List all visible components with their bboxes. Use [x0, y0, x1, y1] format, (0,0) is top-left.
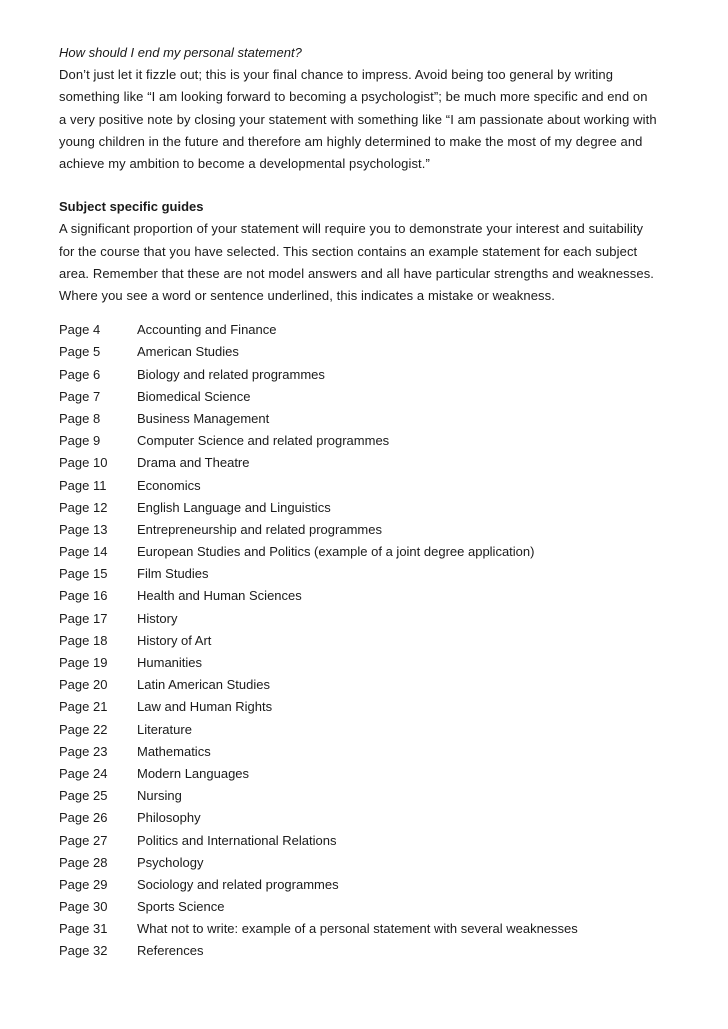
- subject-guides-paragraph: [59, 218, 672, 307]
- toc-entry: [59, 585, 672, 607]
- toc-subject-title: Biomedical Science: [137, 388, 251, 404]
- toc-page-number: Page 21: [59, 699, 108, 715]
- toc-entry: [59, 719, 672, 741]
- toc-subject-title: History of Art: [137, 632, 212, 648]
- toc-entry: [59, 852, 672, 874]
- table-of-contents: [59, 319, 672, 962]
- toc-page-number: Page 22: [59, 721, 108, 737]
- toc-page-number: Page 13: [59, 521, 108, 537]
- toc-page-number: Page 23: [59, 743, 108, 759]
- toc-entry: [59, 452, 672, 474]
- toc-subject-title: Computer Science and related programmes: [137, 433, 390, 449]
- toc-entry: [59, 830, 672, 852]
- paragraph-line: a very positive note by closing your statement with something like “I am passionate about working with: [59, 111, 657, 127]
- toc-entry: [59, 874, 672, 896]
- toc-subject-title: Health and Human Sciences: [137, 588, 302, 604]
- toc-page-number: Page 31: [59, 921, 108, 937]
- toc-subject-title: What not to write: example of a personal statement with several weaknesses: [137, 921, 578, 937]
- toc-subject-title: Entrepreneurship and related programmes: [137, 521, 382, 537]
- paragraph-line: Where you see a word or sentence underlined, this indicates a mistake or weakness.: [59, 288, 555, 304]
- paragraph-line: A significant proportion of your statement will require you to demonstrate your interest and suitability: [59, 221, 644, 237]
- toc-page-number: Page 27: [59, 832, 108, 848]
- section-spacer: [59, 307, 672, 319]
- toc-entry: [59, 519, 672, 541]
- toc-page-number: Page 12: [59, 499, 108, 515]
- toc-page-number: Page 29: [59, 876, 108, 892]
- toc-page-number: Page 20: [59, 677, 108, 693]
- toc-entry: [59, 785, 672, 807]
- toc-entry: [59, 696, 672, 718]
- toc-page-number: Page 5: [59, 344, 101, 360]
- paragraph-line: for the course that you have selected. This section contains an example statement for each subject: [59, 243, 638, 259]
- toc-page-number: Page 10: [59, 455, 108, 471]
- toc-entry: [59, 497, 672, 519]
- toc-subject-title: Law and Human Rights: [137, 699, 273, 715]
- toc-entry: [59, 541, 672, 563]
- toc-page-number: Page 14: [59, 544, 108, 560]
- toc-page-number: Page 7: [59, 388, 101, 404]
- toc-subject-title: Biology and related programmes: [137, 366, 325, 382]
- toc-subject-title: Nursing: [137, 788, 182, 804]
- toc-page-number: Page 25: [59, 788, 108, 804]
- toc-page-number: Page 15: [59, 566, 108, 582]
- toc-page-number: Page 28: [59, 854, 108, 870]
- toc-page-number: Page 8: [59, 410, 101, 426]
- end-statement-heading: How should I end my personal statement?: [59, 45, 302, 60]
- toc-subject-title: Psychology: [137, 854, 204, 870]
- toc-subject-title: Drama and Theatre: [137, 455, 250, 471]
- toc-entry: [59, 940, 672, 962]
- toc-entry: [59, 674, 672, 696]
- toc-page-number: Page 18: [59, 632, 108, 648]
- toc-entry: [59, 408, 672, 430]
- toc-entry: [59, 319, 672, 341]
- toc-subject-title: Accounting and Finance: [137, 322, 277, 338]
- toc-subject-title: Modern Languages: [137, 765, 250, 781]
- toc-subject-title: Mathematics: [137, 743, 211, 759]
- toc-entry: [59, 652, 672, 674]
- paragraph-line: something like “I am looking forward to becoming a psychologist”; be much more specific and end on: [59, 89, 648, 105]
- toc-entry: [59, 386, 672, 408]
- toc-subject-title: Economics: [137, 477, 201, 493]
- toc-subject-title: Film Studies: [137, 566, 209, 582]
- toc-entry: [59, 741, 672, 763]
- toc-subject-title: European Studies and Politics (example of a joint degree application): [137, 544, 535, 560]
- toc-subject-title: Literature: [137, 721, 192, 737]
- toc-subject-title: References: [137, 943, 204, 959]
- toc-subject-title: Politics and International Relations: [137, 832, 337, 848]
- toc-subject-title: Sociology and related programmes: [137, 876, 339, 892]
- toc-page-number: Page 4: [59, 322, 101, 338]
- toc-page-number: Page 26: [59, 810, 108, 826]
- toc-subject-title: Sports Science: [137, 899, 225, 915]
- toc-entry: [59, 364, 672, 386]
- toc-page-number: Page 24: [59, 765, 108, 781]
- paragraph-line: young children in the future and therefore am highly determined to make the most of my degree and: [59, 133, 643, 149]
- paragraph-line: achieve my ambition to become a developmental psychologist.”: [59, 156, 430, 172]
- toc-subject-title: English Language and Linguistics: [137, 499, 331, 515]
- toc-entry: [59, 763, 672, 785]
- toc-page-number: Page 9: [59, 433, 101, 449]
- toc-entry: [59, 630, 672, 652]
- toc-entry: [59, 430, 672, 452]
- toc-entry: [59, 807, 672, 829]
- toc-subject-title: Humanities: [137, 655, 203, 671]
- paragraph-line: Don’t just let it fizzle out; this is your final chance to impress. Avoid being too general by writing: [59, 67, 614, 83]
- toc-page-number: Page 19: [59, 655, 108, 671]
- toc-entry: [59, 475, 672, 497]
- toc-page-number: Page 16: [59, 588, 108, 604]
- toc-entry: [59, 918, 672, 940]
- toc-subject-title: Business Management: [137, 410, 270, 426]
- toc-subject-title: History: [137, 610, 178, 626]
- end-statement-paragraph: [59, 64, 672, 175]
- section-spacer: [59, 175, 672, 196]
- subject-guides-heading: Subject specific guides: [59, 199, 204, 215]
- toc-entry: [59, 896, 672, 918]
- toc-page-number: Page 6: [59, 366, 101, 382]
- toc-subject-title: Philosophy: [137, 810, 201, 826]
- toc-entry: [59, 608, 672, 630]
- toc-page-number: Page 32: [59, 943, 108, 959]
- toc-entry: [59, 341, 672, 363]
- toc-page-number: Page 11: [59, 477, 107, 493]
- toc-page-number: Page 17: [59, 610, 108, 626]
- toc-subject-title: American Studies: [137, 344, 239, 360]
- toc-page-number: Page 30: [59, 899, 108, 915]
- toc-subject-title: Latin American Studies: [137, 677, 270, 693]
- toc-entry: [59, 563, 672, 585]
- paragraph-line: area. Remember that these are not model answers and all have particular strengths and weaknesses.: [59, 265, 655, 281]
